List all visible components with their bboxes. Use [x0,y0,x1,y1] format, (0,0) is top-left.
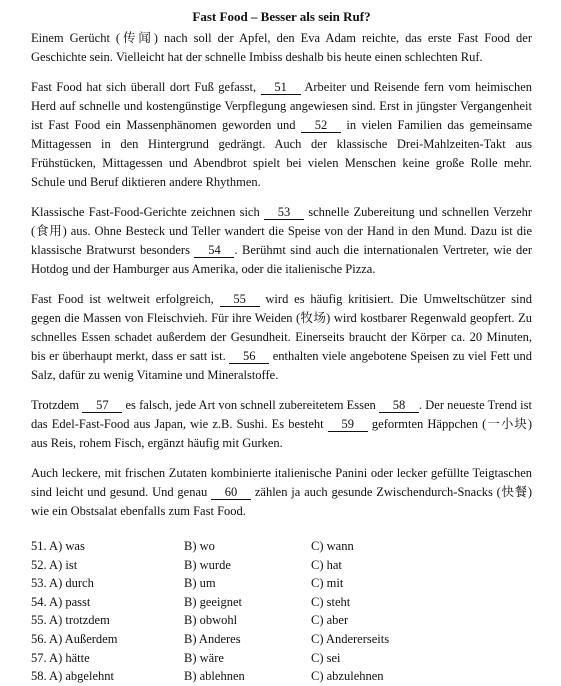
paragraph-text: . Berühmt sind auch die internationalen Vertreter, wie der Hotdog und der Hamburger aus Amerika, oder die italienische Pizza. [31,243,532,276]
blank-60: 60 [211,485,251,500]
option-a: 53. A) durch [31,576,94,591]
option-b: B) wurde [184,557,231,572]
paragraph-text: enthalten viele angebotene Speisen zu viel Fett und Salz, dafür zu wenig Vitamine und Mineralstoffe. [31,349,532,382]
option-c: C) steht [311,594,351,609]
option-c: C) sei [311,650,341,665]
option-row [31,611,532,630]
option-c: C) hat [311,557,342,572]
blank-57: 57 [82,398,122,413]
passage-paragraph [31,203,532,279]
option-a: 58. A) abgelehnt [31,669,114,684]
paragraph-text: Trotzdem [31,398,83,412]
answer-options [31,537,532,686]
option-b: B) obwohl [184,613,238,628]
paragraph-text: schnelle Zubereitung und schnellen Verzehr (食用) aus. Ohne Besteck und Teller wandert die Speise von der Hand in den Mund. Dazu ist die klassische Bratwurst besonders [31,205,532,257]
paragraph-text: wird es häufig kritisiert. Die Umweltschützer sind gegen die Massen von Fleischvieh. Für ihre Weiden (牧场) wird kostbarer Regenwald geopfert. Zu schnelles Essen schadet außerdem der Gesundheit. Einerseits braucht der Körper ca. 20 Minuten, bis er überhaupt merkt, dass er satt ist. [31,292,532,363]
blank-51: 51 [261,80,301,95]
blank-58: 58 [379,398,419,413]
paragraph-text: Arbeiter und Reisende fern vom heimischen Herd auf schnelle und kostengünstige Verpflegung angewiesen sind. Erst in jüngster Vergangenheit ist Fast Food ein Massenphänomen geworden und [31,80,532,132]
blank-56: 56 [229,349,269,364]
option-row [31,667,532,686]
passage-paragraph [31,29,532,67]
passage [31,29,532,521]
paragraph-text: . Der neueste Trend ist das Edel-Fast-Food aus Japan, wie z.B. Sushi. Es besteht [31,398,532,431]
paragraph-text: Fast Food hat sich überall dort Fuß gefasst, [31,80,261,94]
option-b: B) Anderes [184,631,241,646]
paragraph-text: Klassische Fast-Food-Gerichte zeichnen sich [31,205,264,219]
option-b: B) geeignet [184,594,242,609]
paragraph-text: es falsch, jede Art von schnell zubereitetem Essen [122,398,379,412]
option-c: C) aber [311,613,349,628]
blank-59: 59 [328,417,368,432]
option-b: B) wäre [184,650,224,665]
paragraph-text: Fast Food ist weltweit erfolgreich, [31,292,220,306]
paragraph-text: Auch leckere, mit frischen Zutaten kombinierte italienische Panini oder lecker gefüllte Teigtaschen sind leicht und gesund. Und genau [31,466,532,499]
passage-paragraph [31,396,532,453]
page-title: Fast Food – Besser als sein Ruf? [192,9,371,24]
option-row [31,593,532,612]
passage-paragraph [31,78,532,192]
passage-paragraph [31,290,532,385]
option-a: 52. A) ist [31,557,78,572]
option-a: 57. A) hätte [31,650,90,665]
option-b: B) wo [184,539,215,553]
option-c: C) abzulehnen [311,669,384,684]
option-row [31,574,532,593]
option-row [31,556,532,575]
paragraph-text: geformten Häppchen (一小块) aus Reis, rohem Fisch, ergänzt häufig mit Gurken. [31,417,532,450]
paragraph-text: in vielen Familien das gemeinsame Mittagessen in den Hintergrund gedrängt. Auch der klassische Drei-Mahlzeiten-Takt aus Frühstücken, Mittagessen und Abendbrot spielt bei vielen Menschen keine große Rolle mehr. Schule und Beruf diktieren andere Rhythmen. [31,118,532,189]
blank-55: 55 [220,292,260,307]
paragraph-text: Einem Gerücht (传闻) nach soll der Apfel, den Eva Adam reichte, das erste Fast Food der Geschichte sein. Vielleicht hat der schnelle Imbiss deshalb bis heute einen schlechten Ruf. [31,31,532,64]
blank-52: 52 [301,118,341,133]
passage-paragraph [31,464,532,521]
option-c: C) Andererseits [311,631,390,646]
blank-53: 53 [264,205,304,220]
option-row [31,649,532,668]
option-a: 54. A) passt [31,594,91,609]
paragraph-text: zählen ja auch gesunde Zwischendurch-Snacks (快餐) wie ein Obstsalat ebenfalls zum Fast Food. [31,485,532,518]
option-b: B) um [184,576,216,591]
option-c: C) wann [311,539,354,553]
option-a: 56. A) Außerdem [31,631,118,646]
option-row [31,537,532,556]
option-c: C) mit [311,576,344,591]
option-a: 55. A) trotzdem [31,613,110,628]
option-b: B) ablehnen [184,669,245,684]
blank-54: 54 [194,243,234,258]
option-a: 51. A) was [31,539,85,553]
option-row [31,630,532,649]
